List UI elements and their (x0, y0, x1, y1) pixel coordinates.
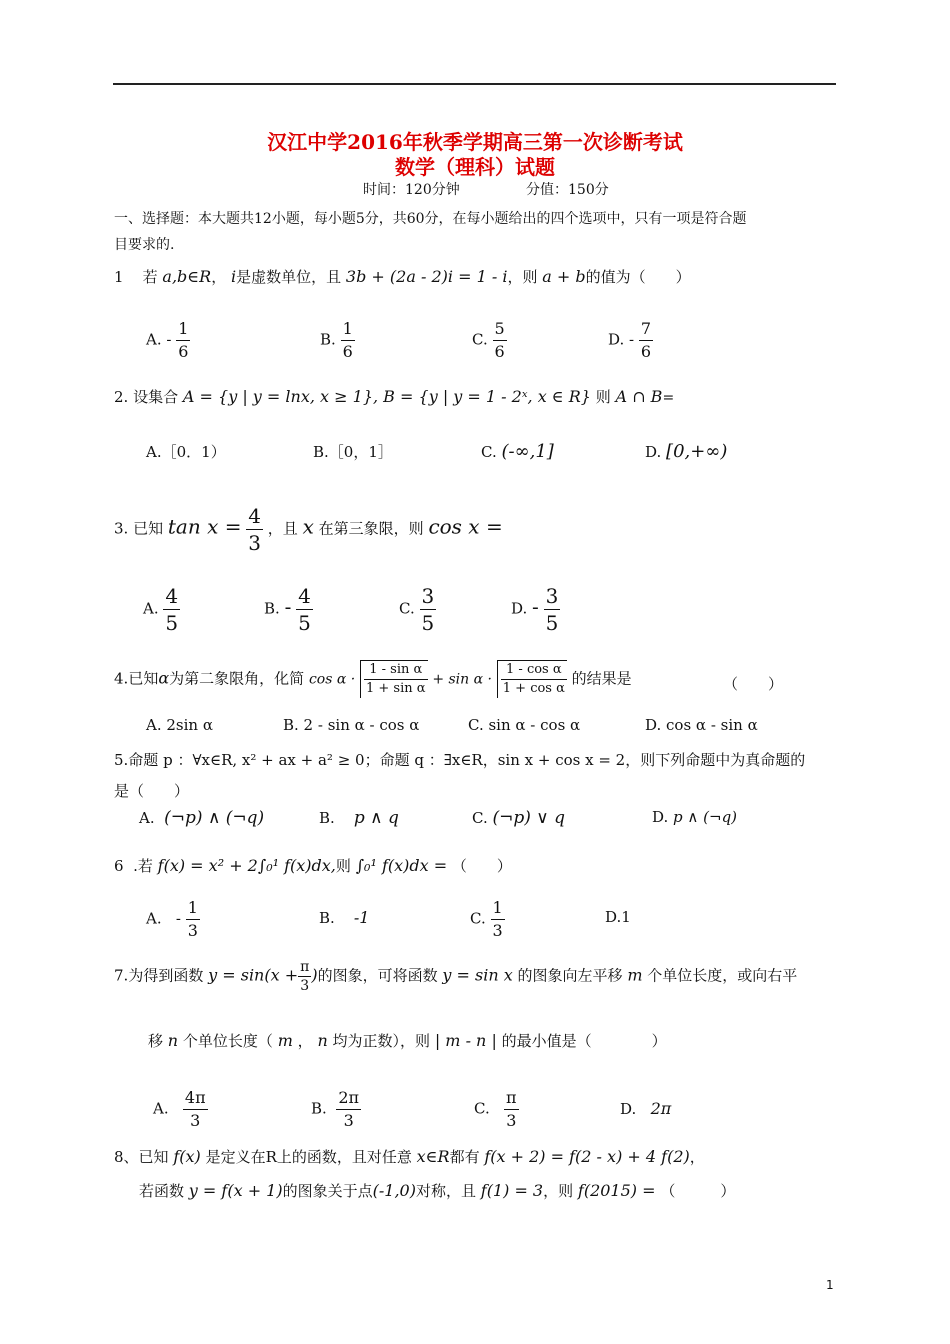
option-a (143, 583, 180, 636)
math-expression: (¬p) ∨ q (492, 808, 566, 828)
section-instructions-line1: 一、选择题：本大题共12小题，每小题5分，共60分，在每小题给出的四个选项中，只有一项是符合题 (114, 211, 747, 227)
fraction: $\frac{1}{6}$ (342, 319, 353, 361)
math-expression: f(1) = 3 (480, 1181, 544, 1200)
math-expression: y = sin(x + (208, 965, 299, 985)
math-expression: + sin α · (432, 671, 492, 688)
square-root: $\frac{\text{1 - sin α}}{\text{1 + sin α}}$ (360, 660, 428, 698)
math-expression: x∈R (416, 1147, 450, 1166)
math-expression: f(x) = x² + 2∫₀¹ f(x)dx, (157, 856, 336, 875)
question-text: 移 (148, 1032, 164, 1050)
math-expression: [0,+∞) (666, 441, 728, 462)
question-text: 的图象关于点 (282, 1182, 373, 1200)
question-text: 对称，且 (415, 1182, 476, 1200)
math-expression: (-1,0) (372, 1181, 416, 1200)
option-label: C. (470, 909, 486, 928)
option-d: D.1 (605, 908, 631, 926)
option-d (645, 441, 727, 462)
fraction: $\frac{7}{6}$ (640, 319, 652, 361)
question-number: 6 (114, 857, 124, 875)
math-expression: (-∞,1] (501, 441, 554, 462)
math-expression: x (302, 514, 314, 539)
option-d: D. cos α - sin α (645, 716, 758, 734)
question-text: 的值为（ ） (585, 268, 691, 286)
option-label: A. (146, 909, 162, 928)
math-expression: a,b∈R (162, 267, 212, 286)
option-label: D. (645, 443, 662, 461)
math-expression: f(x + 2) = f(2 - x) + 4 f(2) (484, 1147, 690, 1166)
question-number: 2. (114, 388, 129, 406)
fraction: $\frac{\pi}{3}$ (300, 959, 310, 994)
question-text: 个单位长度（ (182, 1032, 273, 1050)
option-label: D. (652, 808, 669, 826)
question-text: 则 (595, 388, 611, 406)
option-label: C. (472, 809, 488, 827)
fraction: $\frac{2\pi}{3}$ (338, 1088, 360, 1130)
top-rule (113, 83, 836, 85)
option-c (470, 897, 505, 942)
square-root: $\frac{\text{1 - cos α}}{\text{1 + cos α}}$ (497, 660, 567, 698)
option-label: A. (139, 809, 155, 827)
question-text: ，则 (543, 1182, 574, 1200)
option-label: C. (472, 330, 488, 349)
math-expression: | m - n | (434, 1031, 497, 1050)
question-text: 的结果是 (571, 669, 632, 688)
math-expression: m (277, 1031, 293, 1050)
math-expression: f(x) (173, 1147, 201, 1166)
math-expression: -1 (353, 908, 370, 927)
math-expression: p ∧ q (353, 808, 399, 828)
option-label: B. (320, 330, 336, 349)
math-sign: - (166, 330, 172, 349)
option-c (481, 441, 554, 462)
option-label: C. (474, 1099, 490, 1118)
question-text: 的最小值是（ ） (501, 1032, 667, 1050)
question-text: 在第三象限，则 (318, 519, 424, 538)
fraction: $\frac{3}{5}$ (421, 584, 435, 635)
question-4 (114, 660, 632, 698)
option-b (319, 908, 369, 927)
math-expression: ) (311, 965, 318, 985)
math-sign: - (284, 594, 292, 619)
question-text: 为得到函数 (128, 966, 204, 985)
math-expression: y = f(x + 1) (188, 1181, 283, 1200)
question-number: 4. (114, 669, 129, 688)
option-a (153, 1087, 208, 1132)
question-number: 3. (114, 519, 129, 538)
page-number: 1 (826, 1278, 834, 1292)
option-label: A. (153, 1099, 169, 1118)
option-d (620, 1099, 671, 1118)
question-5-line2: 是（ ） (114, 782, 190, 800)
option-c (472, 808, 565, 828)
question-text: 的图象，可将函数 (317, 966, 438, 985)
question-text: ，且 (267, 519, 298, 538)
math-expression: α (158, 668, 170, 688)
question-text: 个单位长度，或向右平 (647, 966, 798, 985)
option-label: A. (146, 330, 162, 349)
fraction: $\frac{4}{5}$ (165, 584, 179, 635)
option-b (311, 1087, 361, 1132)
math-sign: - (175, 909, 181, 928)
option-label: C. (399, 599, 415, 618)
option-c (472, 318, 507, 363)
option-label: D. (620, 1100, 637, 1118)
option-label: D. (608, 330, 625, 349)
question-8-line2 (139, 1180, 735, 1201)
question-text: 均为正数），则 (332, 1032, 431, 1050)
question-text: 已知 (128, 669, 159, 688)
question-text: 若函数 (139, 1182, 185, 1200)
math-sign: = (662, 390, 675, 406)
exam-subtitle: 数学（理科）试题 (395, 155, 555, 179)
math-sign: - (532, 594, 539, 619)
math-sign: - (629, 330, 635, 349)
question-number: 1 (114, 268, 124, 286)
question-text: .若 (133, 857, 153, 875)
question-text: 是虚数单位，且 (236, 268, 342, 286)
option-c (474, 1087, 519, 1132)
question-text: 设集合 (133, 388, 179, 406)
fraction: $\frac{4}{5}$ (298, 584, 311, 635)
option-a: A.［0．1） (146, 443, 226, 461)
option-a (139, 808, 264, 828)
fraction: $\frac{4\pi}{3}$ (184, 1088, 206, 1130)
question-text: （ ） (660, 1182, 736, 1200)
math-expression: 2π (650, 1099, 672, 1118)
math-expression: a + b (542, 267, 586, 286)
option-d (652, 808, 737, 826)
math-expression: f(2015) = (577, 1181, 656, 1200)
math-expression: p ∧ (¬q) (673, 808, 738, 826)
question-number: 8、 (114, 1148, 139, 1166)
fraction: $\frac{\pi}{3}$ (506, 1088, 517, 1130)
option-a (146, 897, 200, 942)
section-instructions-line2: 目要求的. (114, 237, 175, 253)
fraction: $\frac{3}{5}$ (545, 584, 559, 635)
option-d (511, 583, 560, 636)
question-5-line1: 5.命题 p ：∀x∈R, x² + ax + a² ≥ 0；命题 q ：∃x∈R，sin x + cos x = 2，则下列命题中为真命题的 (114, 751, 806, 769)
option-b (319, 808, 399, 828)
option-b (264, 583, 313, 636)
option-label: B. (319, 909, 335, 927)
question-text: 则 (335, 857, 351, 875)
answer-paren: （ ） (723, 675, 784, 693)
math-expression: A ∩ B (615, 387, 663, 406)
option-label: A. (143, 599, 159, 618)
option-d (608, 318, 653, 363)
question-text: 为第二象限角，化简 (169, 669, 305, 688)
option-label: B. (311, 1099, 327, 1118)
question-text: ， (297, 1032, 313, 1050)
question-text: 都有 (449, 1148, 480, 1166)
math-expression: tan x = (167, 514, 242, 539)
exam-score: 分值：150分 (526, 182, 609, 198)
math-expression: (¬p) ∧ (¬q) (164, 808, 265, 828)
math-expression: n (317, 1031, 328, 1050)
exam-time: 时间：120分钟 (363, 182, 460, 198)
fraction: $\frac{1}{6}$ (178, 319, 189, 361)
question-7-line1 (114, 958, 797, 995)
math-expression: i (230, 267, 237, 286)
exam-title: 汉江中学2016年秋季学期高三第一次诊断考试 (267, 130, 683, 154)
math-expression: A = {y | y = lnx, x ≥ 1}, B = {y | y = 1 - 2ˣ, x ∈ R} (182, 387, 591, 406)
option-a (146, 318, 190, 363)
math-expression: y = sin x (442, 965, 513, 985)
math-expression: n (167, 1031, 179, 1050)
math-expression: m (627, 965, 643, 985)
fraction: $\frac{1}{3}$ (492, 898, 503, 940)
question-7-line2 (148, 1030, 667, 1051)
question-text: 已知 (138, 1148, 169, 1166)
fraction: $\frac{1}{3}$ (187, 898, 198, 940)
question-3 (114, 503, 503, 556)
fraction: $\frac{5}{6}$ (494, 319, 505, 361)
option-label: B. (264, 599, 280, 618)
option-b: B. 2 - sin α - cos α (283, 716, 420, 734)
fraction: $\frac{4}{3}$ (248, 504, 261, 555)
question-1 (114, 266, 691, 287)
option-label: B. (319, 809, 335, 827)
question-text: ，则 (507, 268, 538, 286)
question-text: 已知 (133, 519, 164, 538)
question-number: 7. (114, 966, 129, 985)
option-c: C. sin α - cos α (468, 716, 581, 734)
question-text: ， (689, 1148, 705, 1166)
question-text: 若 (142, 268, 158, 286)
math-expression: ∫₀¹ f(x)dx = (355, 856, 448, 875)
option-b (320, 318, 355, 363)
math-expression: cos α · (308, 671, 356, 688)
math-expression: 3b + (2a - 2)i = 1 - i (345, 267, 508, 286)
question-6 (114, 855, 512, 876)
question-2 (114, 386, 674, 407)
option-c (399, 583, 436, 636)
question-text: 的图象向左平移 (517, 966, 623, 985)
question-text: ， (211, 268, 227, 286)
option-label: D. (511, 599, 528, 618)
question-8-line1 (114, 1146, 705, 1167)
question-text: 是定义在R上的函数，且对任意 (205, 1148, 412, 1166)
question-text: （ ） (451, 857, 512, 875)
option-label: C. (481, 443, 497, 461)
option-b: B.［0，1］ (313, 443, 393, 461)
option-a: A. 2sin α (146, 716, 213, 734)
math-expression: cos x = (428, 514, 503, 539)
